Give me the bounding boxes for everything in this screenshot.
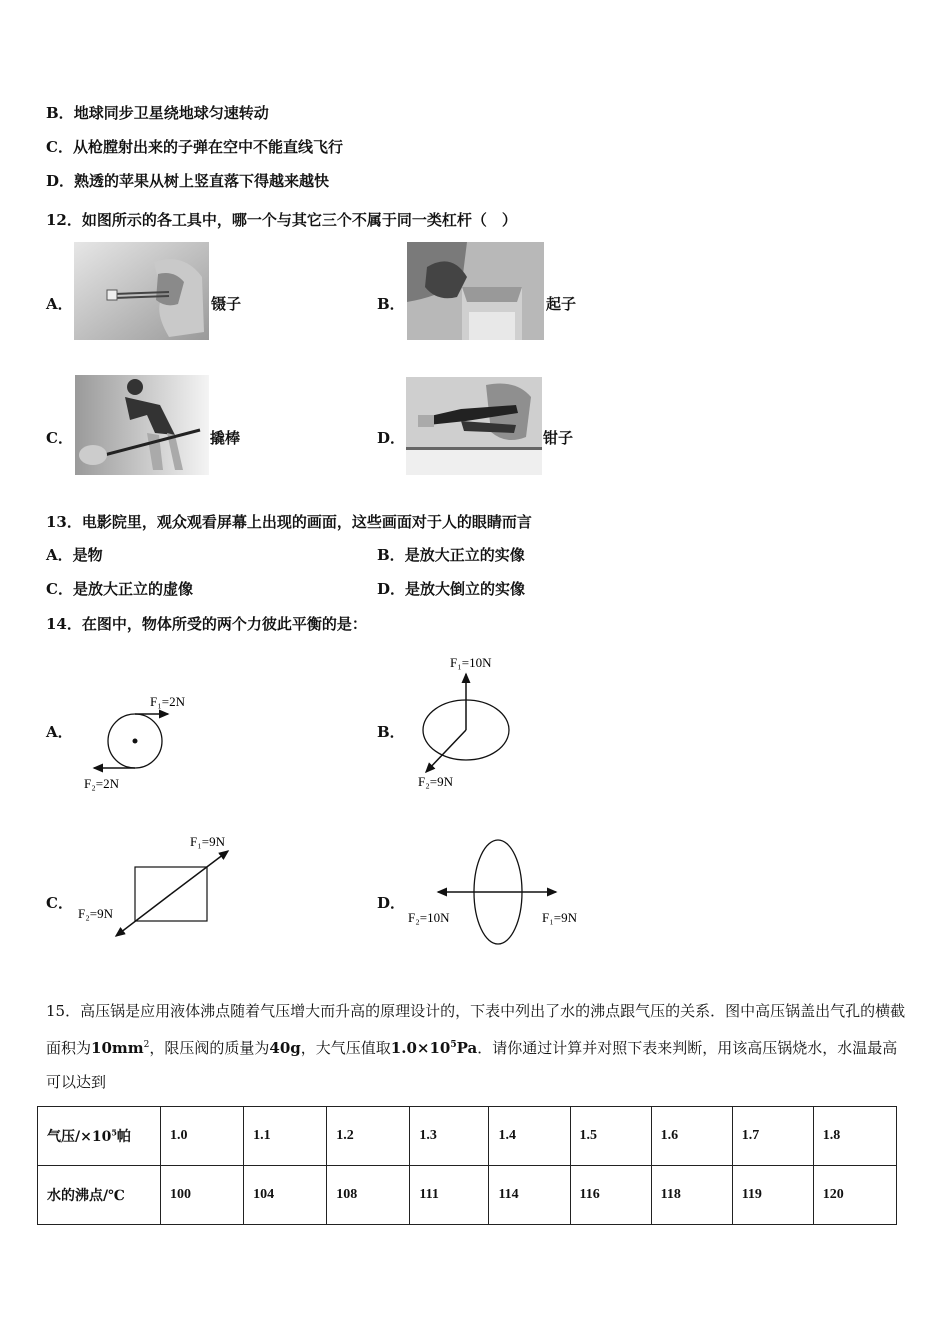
- force-diagram-b: [408, 652, 528, 792]
- q13-option-b: B．是放大正立的实像: [377, 546, 525, 564]
- boiling-point-cell: 114: [489, 1166, 570, 1225]
- tweezers-photo: [74, 242, 209, 340]
- force-diagram-d: [404, 834, 604, 952]
- force-label-f1: F₁=9N: [542, 910, 577, 925]
- q12-option-d-label: D．: [377, 429, 406, 447]
- force-label-f1: F₁=9N: [190, 834, 225, 849]
- table-row-boiling-point: [38, 1166, 897, 1225]
- q12-option-c-label: C．: [46, 429, 73, 447]
- boiling-point-cell: 100: [161, 1166, 244, 1225]
- boiling-point-cell: 120: [813, 1166, 896, 1225]
- pressure-cell: 1.6: [651, 1107, 732, 1166]
- pressure-cell: 1.4: [489, 1107, 570, 1166]
- pliers-photo: [406, 377, 542, 475]
- row-header-boiling-point: 水的沸点/℃: [38, 1166, 161, 1225]
- force-label-f2: F₂=2N: [84, 776, 119, 791]
- q13-option-d: D．是放大倒立的实像: [377, 580, 526, 598]
- force-label-f1: F₁=10N: [450, 655, 492, 670]
- q12-option-b-caption: 起子: [546, 295, 577, 313]
- pressure-cell: 1.3: [410, 1107, 489, 1166]
- q14-option-b-label: B．: [377, 723, 405, 741]
- q11-option-c: C．从枪膛射出来的子弹在空中不能直线飞行: [46, 138, 343, 156]
- q11-option-b: B．地球同步卫星绕地球匀速转动: [46, 104, 269, 122]
- pressure-cell: 1.5: [570, 1107, 651, 1166]
- q14-option-c-label: C．: [46, 894, 73, 912]
- q12-option-a-label: A．: [46, 295, 73, 313]
- pressure-cell: 1.7: [732, 1107, 813, 1166]
- crowbar-photo: [75, 375, 209, 475]
- q15-stem: 15．高压锅是应用液体沸点随着气压增大而升高的原理设计的，下表中列出了水的沸点跟气压的关系．图中高压锅盖出气孔的横截面积为$10mm^2$，限压阀的质量为40g，大气压值取$1.0\times 10^5Pa$．请你通过计算并对照下表来判断，用该高压锅烧水，水温最高可以达到: [46, 1002, 906, 1091]
- pressure-cell: 1.2: [327, 1107, 410, 1166]
- q12-stem: 12．如图所示的各工具中，哪一个与其它三个不属于同一类杠杆（ ）: [46, 211, 517, 229]
- q14-stem: 14．在图中，物体所受的两个力彼此平衡的是：: [46, 615, 367, 633]
- boiling-point-cell: 119: [732, 1166, 813, 1225]
- q13-stem: 13．电影院里，观众观看屏幕上出现的画面，这些画面对于人的眼睛而言: [46, 513, 532, 531]
- q11-option-d: D．熟透的苹果从树上竖直落下得越来越快: [46, 172, 330, 190]
- boiling-point-cell: 118: [651, 1166, 732, 1225]
- force-label-f1: F₁=2N: [150, 694, 185, 709]
- force-label-f2: F₂=9N: [78, 906, 113, 921]
- force-diagram-c: [76, 830, 246, 945]
- boiling-point-cell: 116: [570, 1166, 651, 1225]
- force-label-f2: F₂=10N: [408, 910, 450, 925]
- pressure-cell: 1.1: [244, 1107, 327, 1166]
- pressure-cell: 1.8: [813, 1107, 896, 1166]
- q12-option-c-caption: 撬棒: [210, 429, 241, 447]
- boiling-point-cell: 111: [410, 1166, 489, 1225]
- force-label-f2: F₂=9N: [418, 774, 453, 789]
- q14-option-d-label: D．: [377, 894, 406, 912]
- bottle-opener-photo: [407, 242, 544, 340]
- pressure-cell: 1.0: [161, 1107, 244, 1166]
- force-diagram-a: [78, 690, 198, 795]
- boiling-point-cell: 104: [244, 1166, 327, 1225]
- row-header-pressure: 气压$/\times 10^5$帕: [38, 1107, 161, 1166]
- q14-option-a-label: A．: [46, 723, 73, 741]
- q13-option-a: A．是物: [46, 546, 103, 564]
- boiling-point-table: [37, 1106, 897, 1225]
- boiling-point-cell: 108: [327, 1166, 410, 1225]
- q12-option-d-caption: 钳子: [543, 429, 574, 447]
- q13-option-c: C．是放大正立的虚像: [46, 580, 193, 598]
- table-row-pressure: [38, 1107, 897, 1166]
- q12-option-b-label: B．: [377, 295, 405, 313]
- q12-option-a-caption: 镊子: [211, 295, 242, 313]
